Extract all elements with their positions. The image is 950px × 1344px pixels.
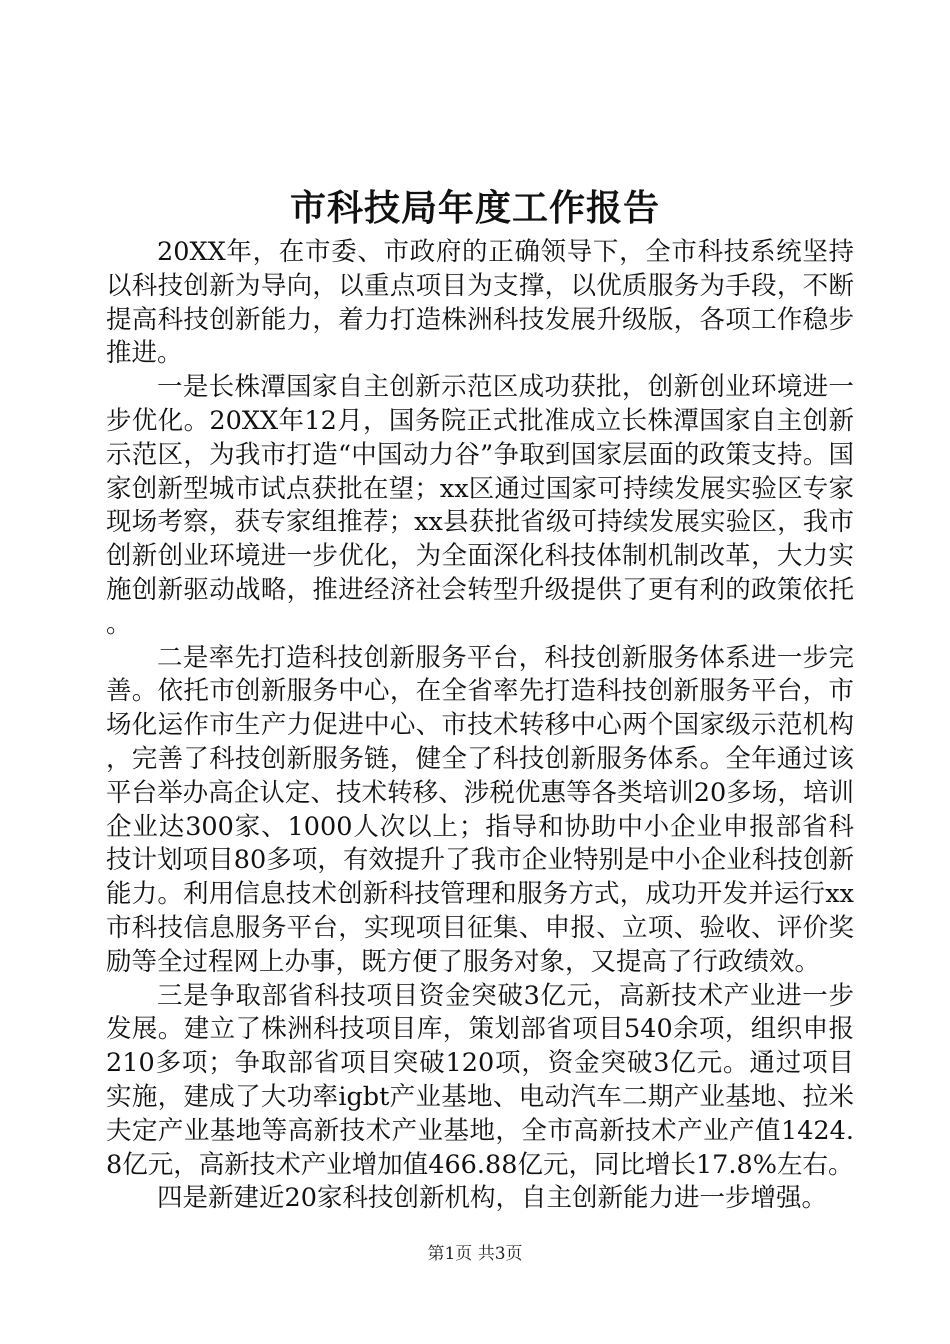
document-body (106, 236, 854, 1216)
document-title: 市科技局年度工作报告 (289, 187, 660, 229)
section-one-paragraph: 一是长株潭国家自主创新示范区成功获批，创新创业环境进一步优化。20XX年12月，国务院正式批准成立长株潭国家自主创新示范区，为我市打造“中国动力谷”争取到国家层面的政策支持。国家创新型城市试点获批在望；xx区通过国家可持续发展实验区专家现场考察，获专家组推荐；xx县获批省级可持续发展实验区，我市创新创业环境进一步优化，为全面深化科技体制机制改革，大力实施创新驱动战略，推进经济社会转型升级提供了更有利的政策依托。 (106, 372, 854, 639)
page-number-footer: 第1页 共3页 (427, 1244, 523, 1264)
intro-paragraph: 20XX年，在市委、市政府的正确领导下，全市科技系统坚持以科技创新为导向，以重点项目为支撑，以优质服务为手段，不断提高科技创新能力，着力打造株洲科技发展升级版，各项工作稳步推进。 (106, 237, 854, 369)
section-four-paragraph: 四是新建近20家科技创新机构，自主创新能力进一步增强。 (157, 1183, 827, 1214)
section-two-paragraph: 二是率先打造科技创新服务平台，科技创新服务体系进一步完善。依托市创新服务中心，在全省率先打造科技创新服务平台，市场化运作市生产力促进中心、市技术转移中心两个国家级示范机构，完善了科技创新服务链，健全了科技创新服务体系。全年通过该平台举办高企认定、技术转移、涉税优惠等各类培训20多场，培训企业达300家、1000人次以上；指导和协助中小企业申报部省科技计划项目80多项，有效提升了我市企业特别是中小企业科技创新能力。利用信息技术创新科技管理和服务方式，成功开发并运行xx市科技信息服务平台，实现项目征集、申报、立项、验收、评价奖励等全过程网上办事，既方便了服务对象，又提高了行政绩效。 (106, 642, 854, 977)
section-three-paragraph: 三是争取部省科技项目资金突破3亿元，高新技术产业进一步发展。建立了株洲科技项目库，策划部省项目540余项，组织申报210多项；争取部省项目突破120项，资金突破3亿元。通过项目实施，建成了大功率igbt产业基地、电动汽车二期产业基地、拉米夫定产业基地等高新技术产业基地，全市高新技术产业产值1424.8亿元，高新技术产业增加值466.88亿元，同比增长17.8%左右。 (106, 980, 854, 1180)
